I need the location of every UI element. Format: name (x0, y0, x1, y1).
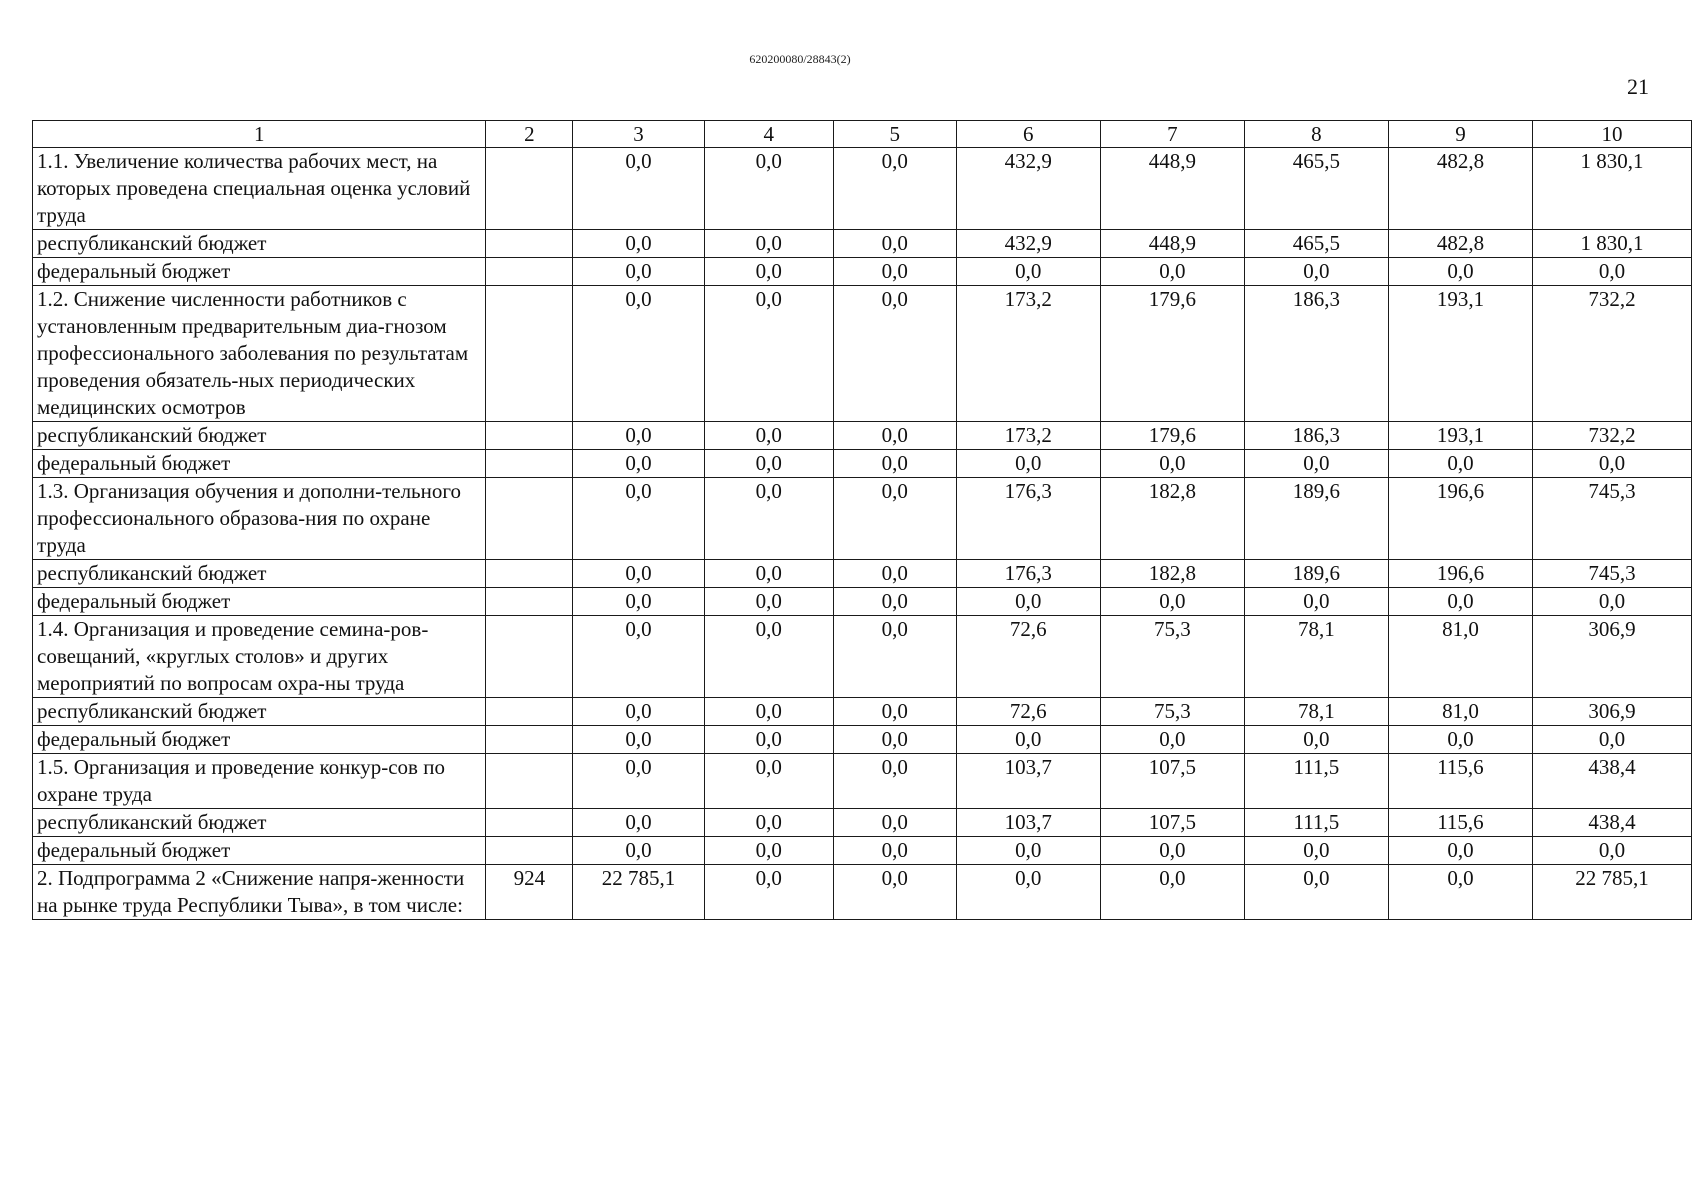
value-cell: 186,3 (1244, 286, 1388, 422)
value-cell (486, 230, 573, 258)
value-cell: 72,6 (956, 616, 1100, 698)
value-cell: 176,3 (956, 560, 1100, 588)
table-row (33, 754, 1692, 809)
value-cell: 0,0 (833, 588, 956, 616)
value-cell: 0,0 (704, 865, 833, 920)
value-cell: 78,1 (1244, 698, 1388, 726)
value-cell: 0,0 (956, 726, 1100, 754)
table-row (33, 616, 1692, 698)
value-cell: 0,0 (1388, 588, 1532, 616)
value-cell: 0,0 (956, 865, 1100, 920)
value-cell: 448,9 (1100, 230, 1244, 258)
value-cell: 0,0 (704, 258, 833, 286)
value-cell (486, 616, 573, 698)
value-cell (486, 754, 573, 809)
value-cell: 81,0 (1388, 698, 1532, 726)
value-cell: 0,0 (1100, 450, 1244, 478)
value-cell: 0,0 (704, 422, 833, 450)
value-cell: 107,5 (1100, 754, 1244, 809)
value-cell: 0,0 (833, 230, 956, 258)
row-label: республиканский бюджет (33, 422, 486, 450)
value-cell: 0,0 (956, 588, 1100, 616)
value-cell: 745,3 (1532, 560, 1691, 588)
row-label: федеральный бюджет (33, 258, 486, 286)
value-cell: 0,0 (573, 560, 704, 588)
value-cell: 186,3 (1244, 422, 1388, 450)
value-cell: 0,0 (1388, 726, 1532, 754)
value-cell: 78,1 (1244, 616, 1388, 698)
row-label: федеральный бюджет (33, 726, 486, 754)
value-cell: 107,5 (1100, 809, 1244, 837)
row-label: 1.3. Организация обучения и дополни-тельного профессионального образова-ния по охране труда (33, 478, 486, 560)
value-cell: 0,0 (1244, 588, 1388, 616)
value-cell: 193,1 (1388, 422, 1532, 450)
table-row (33, 698, 1692, 726)
value-cell: 0,0 (573, 754, 704, 809)
column-header-2: 2 (486, 121, 573, 148)
value-cell: 465,5 (1244, 230, 1388, 258)
value-cell: 0,0 (1532, 450, 1691, 478)
value-cell: 438,4 (1532, 754, 1691, 809)
value-cell: 448,9 (1100, 148, 1244, 230)
value-cell: 0,0 (833, 148, 956, 230)
document-id: 620200080/28843(2) (749, 52, 851, 66)
value-cell (486, 809, 573, 837)
value-cell: 0,0 (573, 258, 704, 286)
column-header-1: 1 (33, 121, 486, 148)
value-cell: 0,0 (1244, 450, 1388, 478)
value-cell: 111,5 (1244, 809, 1388, 837)
value-cell: 179,6 (1100, 422, 1244, 450)
value-cell: 0,0 (1244, 865, 1388, 920)
value-cell: 0,0 (704, 754, 833, 809)
value-cell: 0,0 (1388, 258, 1532, 286)
value-cell: 0,0 (956, 450, 1100, 478)
value-cell: 438,4 (1532, 809, 1691, 837)
value-cell: 173,2 (956, 422, 1100, 450)
value-cell: 0,0 (704, 588, 833, 616)
value-cell: 0,0 (1532, 837, 1691, 865)
budget-table (32, 120, 1692, 920)
value-cell: 0,0 (573, 698, 704, 726)
value-cell: 0,0 (573, 588, 704, 616)
value-cell: 0,0 (1100, 865, 1244, 920)
value-cell: 0,0 (573, 616, 704, 698)
value-cell: 0,0 (704, 286, 833, 422)
value-cell: 0,0 (833, 726, 956, 754)
value-cell: 103,7 (956, 754, 1100, 809)
row-label: республиканский бюджет (33, 230, 486, 258)
value-cell: 0,0 (1532, 588, 1691, 616)
value-cell: 115,6 (1388, 809, 1532, 837)
value-cell: 189,6 (1244, 478, 1388, 560)
value-cell: 193,1 (1388, 286, 1532, 422)
value-cell (486, 588, 573, 616)
value-cell: 0,0 (833, 809, 956, 837)
value-cell: 0,0 (704, 837, 833, 865)
column-header-9: 9 (1388, 121, 1532, 148)
value-cell: 432,9 (956, 148, 1100, 230)
value-cell: 0,0 (833, 560, 956, 588)
column-header-5: 5 (833, 121, 956, 148)
value-cell: 75,3 (1100, 698, 1244, 726)
column-header-3: 3 (573, 121, 704, 148)
value-cell: 0,0 (573, 809, 704, 837)
value-cell: 924 (486, 865, 573, 920)
table-row (33, 809, 1692, 837)
value-cell: 306,9 (1532, 698, 1691, 726)
value-cell: 0,0 (833, 837, 956, 865)
value-cell: 0,0 (1244, 837, 1388, 865)
value-cell: 0,0 (573, 422, 704, 450)
value-cell (486, 258, 573, 286)
value-cell: 465,5 (1244, 148, 1388, 230)
value-cell: 0,0 (833, 258, 956, 286)
table-row (33, 422, 1692, 450)
value-cell: 0,0 (1388, 450, 1532, 478)
value-cell: 115,6 (1388, 754, 1532, 809)
value-cell: 0,0 (704, 478, 833, 560)
table-row (33, 865, 1692, 920)
table-row (33, 230, 1692, 258)
value-cell: 1 830,1 (1532, 230, 1691, 258)
value-cell: 22 785,1 (1532, 865, 1691, 920)
value-cell: 0,0 (1532, 726, 1691, 754)
value-cell: 306,9 (1532, 616, 1691, 698)
value-cell (486, 148, 573, 230)
table-row (33, 478, 1692, 560)
value-cell: 0,0 (573, 148, 704, 230)
value-cell: 0,0 (833, 422, 956, 450)
value-cell: 72,6 (956, 698, 1100, 726)
column-header-7: 7 (1100, 121, 1244, 148)
value-cell: 0,0 (573, 837, 704, 865)
value-cell: 0,0 (1244, 726, 1388, 754)
row-label: 2. Подпрограмма 2 «Снижение напря-женности на рынке труда Республики Тыва», в том числе: (33, 865, 486, 920)
column-header-10: 10 (1532, 121, 1691, 148)
value-cell: 1 830,1 (1532, 148, 1691, 230)
value-cell: 0,0 (704, 616, 833, 698)
value-cell: 111,5 (1244, 754, 1388, 809)
value-cell: 196,6 (1388, 560, 1532, 588)
row-label: республиканский бюджет (33, 560, 486, 588)
value-cell: 0,0 (956, 837, 1100, 865)
table-row (33, 726, 1692, 754)
value-cell: 0,0 (1100, 258, 1244, 286)
value-cell (486, 560, 573, 588)
value-cell: 0,0 (1388, 837, 1532, 865)
value-cell: 196,6 (1388, 478, 1532, 560)
value-cell: 482,8 (1388, 230, 1532, 258)
value-cell (486, 726, 573, 754)
table-row (33, 148, 1692, 230)
table-row (33, 588, 1692, 616)
table-row (33, 837, 1692, 865)
value-cell: 179,6 (1100, 286, 1244, 422)
value-cell: 0,0 (833, 698, 956, 726)
value-cell (486, 837, 573, 865)
value-cell: 732,2 (1532, 286, 1691, 422)
column-header-8: 8 (1244, 121, 1388, 148)
value-cell: 0,0 (1532, 258, 1691, 286)
value-cell: 732,2 (1532, 422, 1691, 450)
row-label: 1.5. Организация и проведение конкур-сов по охране труда (33, 754, 486, 809)
value-cell: 0,0 (1388, 865, 1532, 920)
value-cell: 0,0 (573, 478, 704, 560)
row-label: 1.2. Снижение численности работников с установленным предварительным диа-гнозом профессионального заболевания по результатам проведения обязатель-ных периодических медицинских осмотров (33, 286, 486, 422)
table-row (33, 560, 1692, 588)
value-cell: 0,0 (704, 726, 833, 754)
value-cell: 482,8 (1388, 148, 1532, 230)
value-cell: 103,7 (956, 809, 1100, 837)
value-cell: 0,0 (704, 809, 833, 837)
value-cell: 0,0 (833, 865, 956, 920)
value-cell: 0,0 (704, 148, 833, 230)
value-cell: 182,8 (1100, 478, 1244, 560)
value-cell: 0,0 (833, 478, 956, 560)
value-cell: 0,0 (573, 286, 704, 422)
row-label: федеральный бюджет (33, 588, 486, 616)
row-label: 1.1. Увеличение количества рабочих мест, на которых проведена специальная оценка условий труда (33, 148, 486, 230)
value-cell: 0,0 (833, 286, 956, 422)
value-cell: 0,0 (1100, 588, 1244, 616)
value-cell: 0,0 (573, 230, 704, 258)
value-cell: 0,0 (1244, 258, 1388, 286)
value-cell: 176,3 (956, 478, 1100, 560)
value-cell (486, 286, 573, 422)
value-cell: 0,0 (573, 450, 704, 478)
table-row (33, 258, 1692, 286)
row-label: федеральный бюджет (33, 450, 486, 478)
value-cell: 22 785,1 (573, 865, 704, 920)
row-label: республиканский бюджет (33, 809, 486, 837)
row-label: федеральный бюджет (33, 837, 486, 865)
value-cell: 0,0 (956, 258, 1100, 286)
value-cell (486, 698, 573, 726)
value-cell: 0,0 (704, 450, 833, 478)
value-cell: 0,0 (704, 698, 833, 726)
header-row (33, 121, 1692, 148)
value-cell: 182,8 (1100, 560, 1244, 588)
value-cell: 0,0 (833, 616, 956, 698)
value-cell: 0,0 (704, 230, 833, 258)
table-body (33, 148, 1692, 920)
value-cell: 173,2 (956, 286, 1100, 422)
column-header-4: 4 (704, 121, 833, 148)
value-cell: 0,0 (833, 754, 956, 809)
value-cell: 189,6 (1244, 560, 1388, 588)
page-number: 21 (1627, 74, 1649, 99)
value-cell: 75,3 (1100, 616, 1244, 698)
row-label: республиканский бюджет (33, 698, 486, 726)
value-cell (486, 478, 573, 560)
value-cell: 0,0 (573, 726, 704, 754)
value-cell: 0,0 (1100, 726, 1244, 754)
table-row (33, 286, 1692, 422)
value-cell: 0,0 (1100, 837, 1244, 865)
column-header-6: 6 (956, 121, 1100, 148)
value-cell (486, 450, 573, 478)
value-cell (486, 422, 573, 450)
row-label: 1.4. Организация и проведение семина-ров-совещаний, «круглых столов» и других мероприятий по вопросам охра-ны труда (33, 616, 486, 698)
value-cell: 0,0 (833, 450, 956, 478)
value-cell: 432,9 (956, 230, 1100, 258)
table-row (33, 450, 1692, 478)
value-cell: 81,0 (1388, 616, 1532, 698)
value-cell: 745,3 (1532, 478, 1691, 560)
value-cell: 0,0 (704, 560, 833, 588)
